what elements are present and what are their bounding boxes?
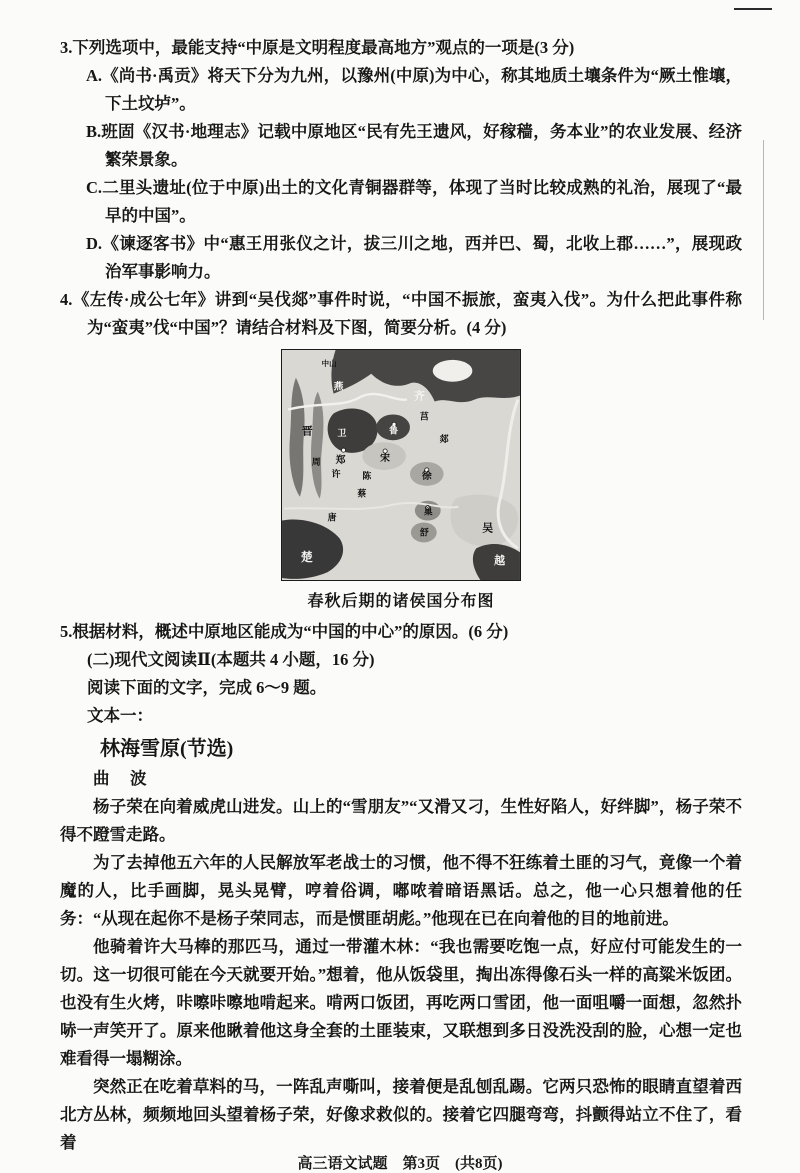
- map-state-label: 晋: [301, 425, 313, 438]
- question-4-stem: 4.《左传·成公七年》讲到“吴伐郯”事件时说，“中国不振旅，蛮夷入伐”。为什么把此事件称为“蛮夷”伐“中国”？请结合材料及下图，简要分析。(4 分): [60, 290, 742, 337]
- map-state-label: 中山: [321, 358, 337, 368]
- section-heading: (二)现代文阅读Ⅱ(本题共 4 小题，16 分): [87, 650, 375, 669]
- story-title: 林海雪原(节选): [100, 738, 234, 760]
- story-paragraph: 他骑着许大马棒的那匹马，通过一带灌木林：“我也需要吃饱一点，好应付可能发生的一切。这一切很可能在今天就要开始。”想着，他从饭袋里，掏出冻得像石头一样的高粱米饭团。也没有生火烤，咔嚓咔嚓地啃起来。啃两口饭团，再吃两口雪团，他一面咀嚼一面想，忽然扑哧一声笑开了。原来他瞅着他这身全套的土匪装束，又联想到多日没洗没刮的脸，心想一定也难看得一塌糊涂。: [60, 937, 742, 1068]
- map-state-label: 舒: [419, 527, 429, 538]
- map-state-label: 蔡: [357, 488, 367, 499]
- map-sea-inlet: [433, 360, 473, 382]
- map-terrain-west-2: [311, 392, 323, 499]
- map-figure: [281, 349, 521, 616]
- map-state-label: 巢: [423, 506, 433, 517]
- map-state-label: 越: [494, 555, 506, 568]
- map-state-label: 唐: [327, 512, 337, 523]
- map-state-label: 吴: [482, 522, 494, 535]
- story-author: 曲 波: [93, 769, 149, 788]
- map-state-label: 鲁: [389, 425, 399, 436]
- option-c: C.二里头遗址(位于中原)出土的文化青铜器群等，体现了当时比较成熟的礼治，展现了“最早的中国”。: [86, 178, 742, 225]
- option-d: D.《谏逐客书》中“惠王用张仪之计，拔三川之地，西并巴、蜀，北收上郡……”，展现政治军事影响力。: [86, 234, 742, 281]
- page-footer: 高三语文试题 第3页 (共8页): [297, 1156, 503, 1172]
- option-a: A.《尚书·禹贡》将天下分为九州，以豫州(中原)为中心，称其地质土壤条件为“厥土惟壤，下土坟垆”。: [86, 66, 742, 113]
- text-one-label: 文本一：: [87, 706, 153, 725]
- map-state-label: 周: [311, 457, 321, 467]
- states-map: [281, 349, 521, 581]
- option-b: B.班固《汉书·地理志》记载中原地区“民有先王遗风，好稼穑，务本业”的农业发展、经济繁荣景象。: [86, 122, 742, 169]
- map-caption: 春秋后期的诸侯国分布图: [307, 593, 495, 610]
- map-state-label: 陈: [362, 470, 372, 481]
- question-3-stem: 3.下列选项中，最能支持“中原是文明程度最高地方”观点的一项是(3 分): [60, 38, 575, 57]
- map-terrain-north: [331, 350, 520, 402]
- story-paragraph: 为了去掉他五六年的人民解放军老战士的习惯，他不得不狂练着土匪的习气，竟像一个着魔的人，比手画脚，晃头晃臂，哼着俗调，嘟哝着暗语黑话。总之，他一心只想着他的任务：“从现在起你不是杨子荣同志，而是惯匪胡彪。”他现在已在向着他的目的地前进。: [60, 853, 742, 928]
- map-state-label: 宋: [380, 453, 391, 465]
- map-state-label: 徐: [421, 470, 432, 482]
- question-3-options: [86, 62, 742, 286]
- story-paragraph: 突然正在吃着草料的马，一阵乱声嘶叫，接着便是乱刨乱踢。它两只恐怖的眼睛直望着西北方丛林，频频地回头望着杨子荣，好像求救似的。接着它四腿弯弯，抖颤得站立不住了，看着: [60, 1077, 742, 1152]
- map-state-label: 许: [331, 468, 341, 479]
- map-state-label: 卫: [337, 428, 347, 439]
- map-state-label: 莒: [419, 411, 429, 422]
- reading-instruction: 阅读下面的文字，完成 6～9 题。: [87, 678, 327, 697]
- map-state-label: 郑: [335, 455, 346, 467]
- story-excerpt: [60, 733, 742, 1157]
- map-state-label: 燕: [333, 381, 344, 393]
- map-state-label: 郯: [439, 434, 449, 445]
- map-state-label: 齐: [413, 390, 425, 403]
- map-river-yellow: [288, 394, 407, 410]
- map-state-label: 楚: [300, 550, 313, 565]
- question-5-stem: 5.根据材料，概述中原地区能成为“中国的中心”的原因。(6 分): [60, 622, 509, 641]
- story-paragraph: 杨子荣在向着威虎山进发。山上的“雪朋友”“又滑又刁，生性好陷人，好绊脚”，杨子荣不得不蹬雪走路。: [60, 797, 742, 844]
